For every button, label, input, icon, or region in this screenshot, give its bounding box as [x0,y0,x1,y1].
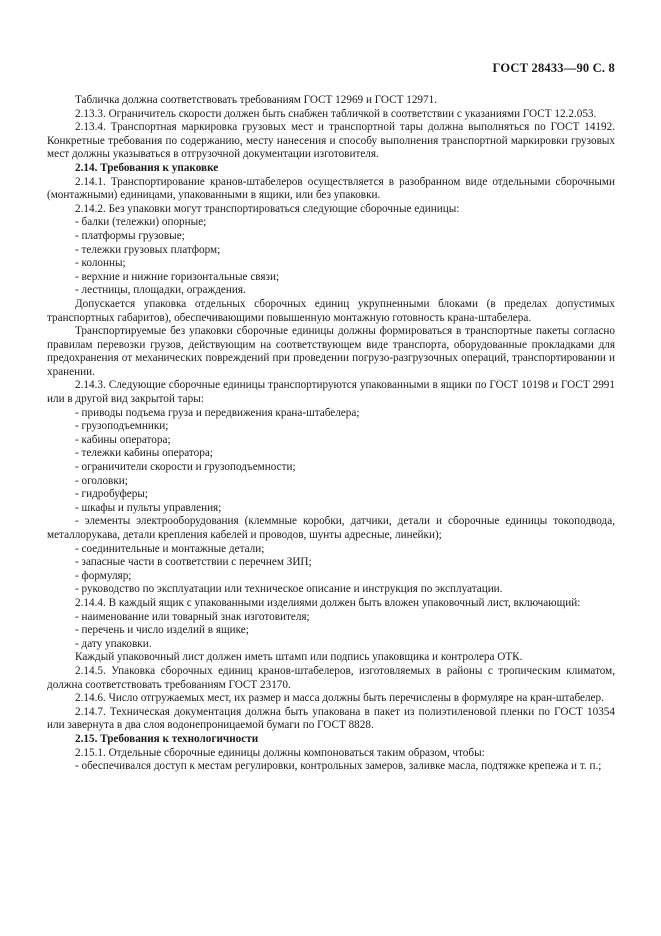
list-item: - платформы грузовые; [75,229,185,242]
paragraph: 2.15.1. Отдельные сборочные единицы должны компоноваться таким образом, чтобы: [75,746,485,759]
section-heading: 2.14. Требования к упаковке [75,161,219,174]
paragraph: Допускается упаковка отдельных сборочных единиц укрупненными блоками (в пределах допустимых транспортных габаритов), обеспечивающими повышенную монтажную готовность крана-штабелера. [47,297,615,324]
list-item: - запасные части в соответствии с перечнем ЗИП; [75,556,312,569]
paragraph: 2.13.3. Ограничитель скорости должен быть снабжен табличкой в соответствии с указаниями ГОСТ 12.2.053. [75,107,597,120]
paragraph: 2.14.3. Следующие сборочные единицы транспортируются упакованными в ящики по ГОСТ 10198 и ГОСТ 2991 или в другой вид закрытой тары: [47,379,615,406]
page-header: ГОСТ 28433—90 С. 8 [492,61,615,75]
list-item: - наименование или товарный знак изготовителя; [75,610,310,623]
list-item: - гидробуферы; [75,488,148,501]
list-item: - грузоподъемники; [75,420,169,433]
list-item: - тележки грузовых платформ; [75,243,221,256]
list-item: - формуляр; [75,569,132,582]
list-item: - оголовки; [75,474,128,487]
section-heading: 2.15. Требования к технологичности [75,732,259,745]
paragraph: - обеспечивался доступ к местам регулировки, контрольных замеров, заливке масла, подтяжке крепежа и т. п.; [75,760,602,773]
paragraph: Табличка должна соответствовать требованиям ГОСТ 12969 и ГОСТ 12971. [75,94,437,106]
document-body [47,94,615,774]
list-item: - дату упаковки. [75,637,152,650]
paragraph: 2.13.4. Транспортная маркировка грузовых мест и транспортной тары должна выполняться по ГОСТ 14192. Конкретные требования по содержанию, месту нанесения и способу выполнения транспортной маркировки грузовых мест должны указываться в отгрузочной документации изготовителя. [47,121,615,161]
list-item: - балки (тележки) опорные; [75,216,207,229]
list-item: - тележки кабины оператора; [75,447,213,460]
list-item: - шкафы и пульты управления; [75,501,222,514]
list-item: - кабины оператора; [75,433,171,446]
list-item: - верхние и нижние горизонтальные связи; [75,270,280,283]
paragraph: Каждый упаковочный лист должен иметь штамп или подпись упаковщика и контролера ОТК. [75,651,523,664]
list-item: - лестницы, площадки, ограждения. [75,284,246,297]
list-item: - ограничители скорости и грузоподъемности; [75,461,296,474]
paragraph: 2.14.7. Техническая документация должна быть упакована в пакет из полиэтиленовой пленки по ГОСТ 10354 или завернута в два слоя водонепроницаемой бумаги по ГОСТ 8828. [47,705,615,732]
list-item: - перечень и число изделий в ящике; [75,624,249,637]
paragraph: 2.14.5. Упаковка сборочных единиц кранов-штабелеров, изготовляемых в районы с тропическим климатом, должна соответствовать требованиям ГОСТ 23170. [47,664,615,691]
paragraph: Транспортируемые без упаковки сборочные единицы должны формироваться в транспортные пакеты согласно правилам перевозки грузов, действующим на соответствующем виде транспорта, оборудованные прокладками для предохранения от механических повреждений при проведении погрузо-разгрузочных операций, транспортировании и хранении. [47,325,615,378]
paragraph: 2.14.6. Число отгружаемых мест, их размер и масса должны быть перечислены в формуляре на кран-штабелер. [75,692,604,705]
list-item: - руководство по эксплуатации или техническое описание и инструкция по эксплуатации. [75,583,503,596]
list-item: - колонны; [75,257,126,270]
paragraph: 2.14.4. В каждый ящик с упакованными изделиями должен быть вложен упаковочный лист, включающий: [75,596,581,609]
paragraph: - элементы электрооборудования (клеммные коробки, датчики, детали и сборочные единицы токоподвода, металлорукава, детали крепления кабелей и проводов, шунты адресные, линейки); [47,515,615,541]
list-item: - соединительные и монтажные детали; [75,542,265,555]
paragraph: 2.14.2. Без упаковки могут транспортироваться следующие сборочные единицы: [75,202,460,215]
paragraph: 2.14.1. Транспортирование кранов-штабелеров осуществляется в разобранном виде отдельными сборочными (монтажными) единицами, упакованными в ящики, или без упаковки. [47,175,615,202]
list-item: - приводы подъема груза и передвижения крана-штабелера; [75,406,360,419]
